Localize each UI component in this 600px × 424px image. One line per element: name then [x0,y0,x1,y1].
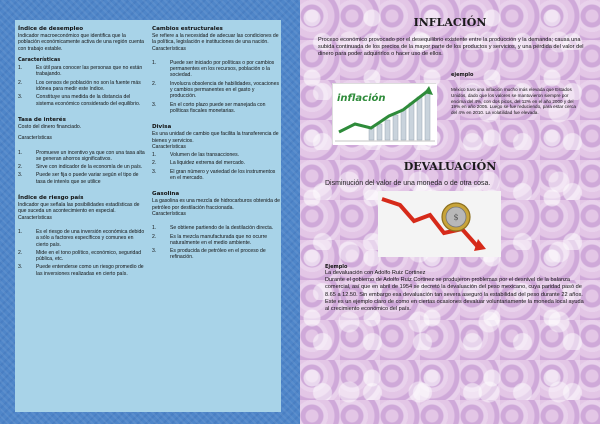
inflacion-ejemplo-text: México tuvo una inflación mucho más elevada que Estados Unidos, dado que los valores se mantuvieron siempre por encima del 4%, con dos picos, del 12% en el año 2000 y del 19% en año 2005. Luego se fue reduciendo, para estar cerca del 4% en 2010. La volatilidad fue elevada. [451,87,576,116]
list-item: 1. Promueve un incentivo ya que con una tasa alta se generan ahorros significativos. [18,149,145,162]
devaluacion-description: Disminución del valor de una moneda o de otra cosa. [325,180,491,187]
section-title-gasolina: Gasolina [152,191,180,198]
list-item: 2. Mide en el tono político, económico, seguridad pública, etc. [18,249,142,263]
list-item: 2. La liquidez extrema del mercado. [152,160,246,167]
svg-text:$: $ [453,213,459,222]
list-item: 3. En el corto plazo puede ser manejada con políticas fiscales monetarias. [152,101,266,114]
section-title-divisa: Divisa [152,124,172,131]
list-item: 2. Es la mezcla manufacturada que no ocurre naturalmente en el medio ambiente. [152,233,268,246]
devaluacion-ejemplo-text: La devaluación con Adolfo Ruiz Cortinez Durante el gobierno de Adolfo Ruiz Cortinez se produjeron problemas por el desnivel de la balanza comercial, así que en abril de 1954 se decretó la devaluación del peso mexicano, cuya paridad pasó de 8.65 a 12.50. Sin embargo esa devaluación tan severa aseguró la estabilidad del peso durante 22 años. Este es un ejemplo claro de como en ciertas ocasiones devaluar voluntariamente la moneda local ayuda al crecimiento económico del país. [325,270,584,313]
right-page [300,0,600,424]
chars-label: Características [152,143,186,150]
chars-label: Características [18,135,52,142]
section-desc-cambios: Se refiere a la necesidad de adecuar las condiciones de la política, legislación e instituciones de una nación. [152,33,279,46]
chars-label: Características [18,56,61,63]
section-desc-riesgo: Indicador que señala las posibilidades estadísticas de que suceda un acontecimiento en especial. [18,202,140,215]
chars-label: Características [152,210,186,217]
list-item: 3. Puede entenderse como un riesgo promedio de las inversiones realizadas en cierto país. [18,264,144,277]
column-2 [152,26,280,261]
list-item: 3. Es producida de petróleo en el proceso de refinación. [152,248,266,261]
section-title-tasa: Tasa de interés [18,116,66,123]
devaluacion-title: DEVALUACIÓN [403,160,497,173]
list-item: 2. Involucra obsolencia de habilidades, vocaciones y cambios permanentes en el gasto y producción. [152,80,280,100]
chars-label: Características [18,214,52,221]
list-item: 1. Es el riesgo de una inversión económica debido a sólo a factores específicos y comunes en cierto país. [18,228,145,248]
devaluation-image [378,191,501,257]
list-item: 1. Se obtiene partiendo de la destilación directa. [152,225,274,232]
section-title-desempleo: Índice de desempleo [18,26,84,32]
list-item: 1. Volumen de las transacciones. [152,152,240,159]
definitions-panel [15,20,281,412]
inflation-image-label: inflación [337,93,386,104]
list-item: 3. El gran número y variedad de los instrumentos en el mercado. [152,168,276,182]
list-item: 3. Puede ser fija o puede variar según el tipo de tasa de interés que se utilice [18,172,139,185]
devaluation-illustration [378,191,501,257]
section-desc-tasa: Costo del dinero financiado. [18,123,82,130]
list-item: 2. Los censos de población no son la fuente más idónea para medir este índice. [18,79,141,93]
chars-label: Características [152,45,186,52]
inflation-chart-image [332,83,436,144]
ejemplo2-label: Ejemplo [325,264,348,270]
ejemplo-label: ejemplo [451,72,474,78]
section-desc-gasolina: La gasolina es una mezcla de hidrocarburos obtenida de petróleo por destilación fraccionada. [152,198,280,211]
list-item: 1. Es útil para conocer las personas que no están trabajando. [18,65,143,78]
list-item: 2. Sirve con indicador de la economía de un país. [18,164,143,171]
list-item: 3. Constituye una medida de la distancia del sistema económico considerado del equilibrio. [18,94,141,107]
section-desc-divisa: Es una unidad de cambio que facilita la transferencia de bienes y servicios. [152,131,279,144]
section-title-cambios: Cambios estructurales [152,26,223,32]
column-1 [18,26,146,277]
inflation-illustration [333,84,437,145]
section-title-riesgo: Índice de riesgo país [18,195,84,202]
inflacion-description: Proceso económico provocado por el desequilibrio existente entre la producción y la demanda; causa una subida continuada de los precios de la mayor parte de los productos y servicios, y una pérdida del valor del dinero para poder adquirirlos o hacer uso de ellos. [318,37,584,58]
section-desc-desempleo: Indicador macroeconómico que identifica que la población económicamente activa de una región cuenta con trabajo estable. [18,33,145,52]
list-item: 1. Puede ser iniciado por políticas o por cambios permanentes en los recursos, población o la sociedad. [152,59,275,79]
inflacion-title: INFLACIÓN [413,16,487,29]
